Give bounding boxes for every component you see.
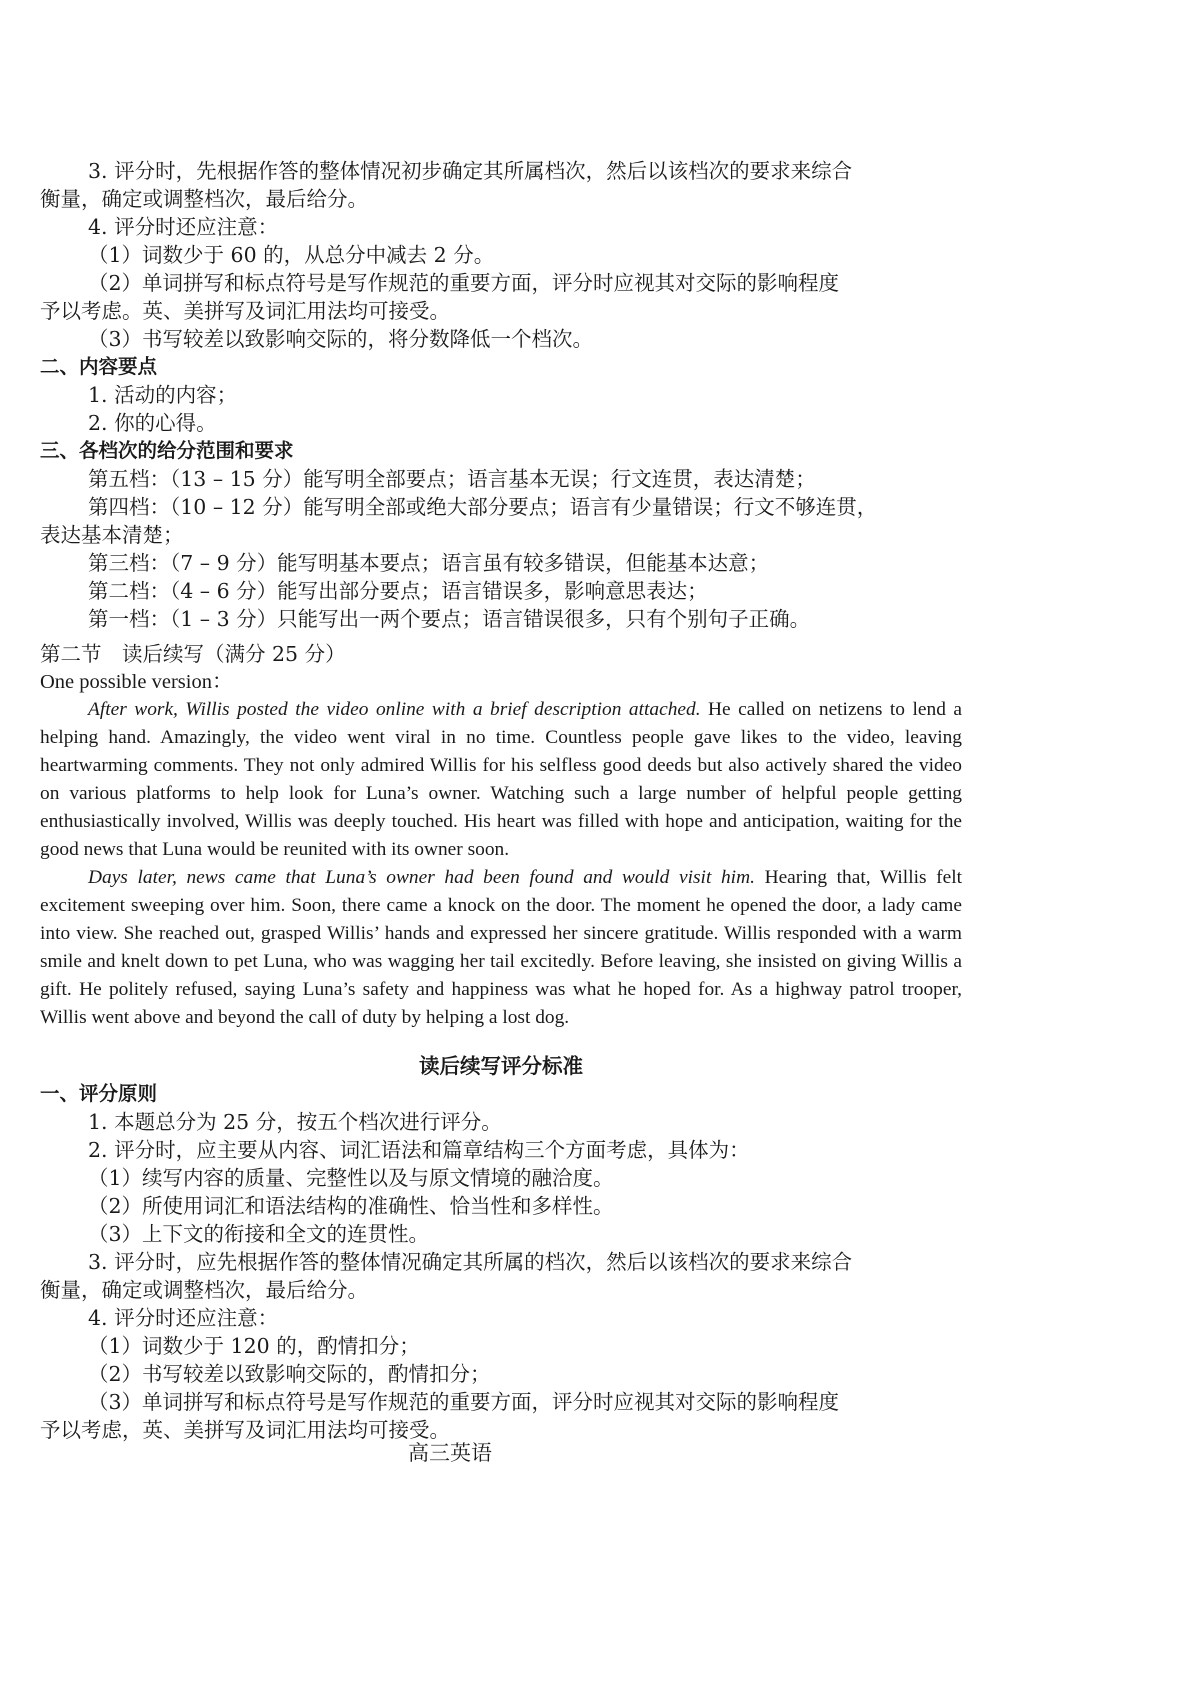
rule-2-3: （3）上下文的衔接和全文的连贯性。 [88,1222,430,1246]
rule-4-2: （2）书写较差以致影响交际的，酌情扣分； [88,1362,491,1386]
note-4-3: （3）书写较差以致影响交际的，将分数降低一个档次。 [88,327,594,351]
grade-level-4-line-1: 第四档：（10 – 12 分）能写明全部或绝大部分要点；语言有少量错误；行文不够连贯， [88,495,878,519]
sample-paragraph-2 [40,864,962,1032]
rule-3-line-1: 3. 评分时，应先根据作答的整体情况确定其所属的档次，然后以该档次的要求来综合 [88,1250,853,1274]
section-title: 第二节 读后续写（满分 25 分） [40,642,346,666]
rule-3-line-2: 衡量，确定或调整档次，最后给分。 [40,1278,368,1302]
continuation-criteria [40,1052,962,1444]
paragraph-1-body: He called on netizens to lend a helping hand. Amazingly, the video went viral in no time. Countless people gave likes to the video, leaving heartwarming comments. They not only admired Willis for his selfless good deeds but also actively shared the video on various platforms to help look for Luna’s owner. Watching such a large number of helpful people getting enthusiastically involved, Willis was deeply touched. His heart was filled with hope and anticipation, waiting for the good news that Luna would be reunited with its owner soon. [40,699,963,860]
note-3-line-2: 衡量，确定或调整档次，最后给分。 [40,187,368,211]
content-point-1: 1. 活动的内容； [88,383,238,407]
criteria-heading-principles: 一、评分原则 [40,1082,158,1105]
grade-level-4-line-2: 表达基本清楚； [40,523,184,547]
rule-4-3-line-1: （3）单词拼写和标点符号是写作规范的重要方面，评分时应视其对交际的影响程度 [88,1390,840,1414]
grade-level-1: 第一档：（1 – 3 分）只能写出一两个要点；语言错误很多，只有个别句子正确。 [88,607,811,631]
rule-2-2: （2）所使用词汇和语法结构的准确性、恰当性和多样性。 [88,1194,614,1218]
grade-level-2: 第二档：（4 – 6 分）能写出部分要点；语言错误多，影响意思表达； [88,579,708,603]
rule-1: 1. 本题总分为 25 分，按五个档次进行评分。 [88,1110,502,1134]
note-3-line-1: 3. 评分时，先根据作答的整体情况初步确定其所属档次，然后以该档次的要求来综合 [88,159,853,183]
writing-scoring-notes [40,157,962,633]
note-4-1: （1）词数少于 60 的，从总分中减去 2 分。 [88,243,495,267]
rule-4-1: （1）词数少于 120 的，酌情扣分； [88,1334,420,1358]
paragraph-1-lead-sentence: After work, Willis posted the video online with a brief description attached. [88,699,701,720]
rule-4: 4. 评分时还应注意： [88,1306,279,1330]
section-heading-grade-levels: 三、各档次的给分范围和要求 [40,439,294,462]
note-4: 4. 评分时还应注意： [88,215,279,239]
content-point-2: 2. 你的心得。 [88,411,217,435]
criteria-title: 读后续写评分标准 [419,1054,583,1078]
rule-4-3-line-2: 予以考虑，英、美拼写及词汇用法均可接受。 [40,1418,450,1442]
rule-2: 2. 评分时，应主要从内容、词汇语法和篇章结构三个方面考虑，具体为： [88,1138,750,1162]
section-heading-content-points: 二、内容要点 [40,355,158,378]
sample-paragraph-1 [40,696,962,864]
note-4-2-line-2: 予以考虑。英、美拼写及词汇用法均可接受。 [40,299,450,323]
rule-2-1: （1）续写内容的质量、完整性以及与原文情境的融洽度。 [88,1166,614,1190]
note-4-2-line-1: （2）单词拼写和标点符号是写作规范的重要方面，评分时应视其对交际的影响程度 [88,271,840,295]
version-label: One possible version： [40,671,233,693]
paragraph-2-lead-sentence: Days later, news came that Luna’s owner had been found and would visit him. [88,867,755,888]
continuation-writing-section [40,640,962,1032]
page-footer-subject: 高三英语 [408,1441,492,1465]
grade-level-3: 第三档：（7 – 9 分）能写明基本要点；语言虽有较多错误，但能基本达意； [88,551,770,575]
grade-level-5: 第五档：（13 – 15 分）能写明全部要点；语言基本无误；行文连贯，表达清楚； [88,467,816,491]
paragraph-2-body: Hearing that, Willis felt excitement sweeping over him. Soon, there came a knock on the door. The moment he opened the door, a lady came into view. She reached out, grasped Willis’ hands and expressed her sincere gratitude. Willis responded with a warm smile and knelt down to pet Luna, who was wagging her tail excitedly. Before leaving, she insisted on giving Willis a gift. He politely refused, saying Luna’s safety and happiness was what he hoped for. As a highway patrol trooper, Willis went above and beyond the call of duty by helping a lost dog. [40,867,963,1028]
